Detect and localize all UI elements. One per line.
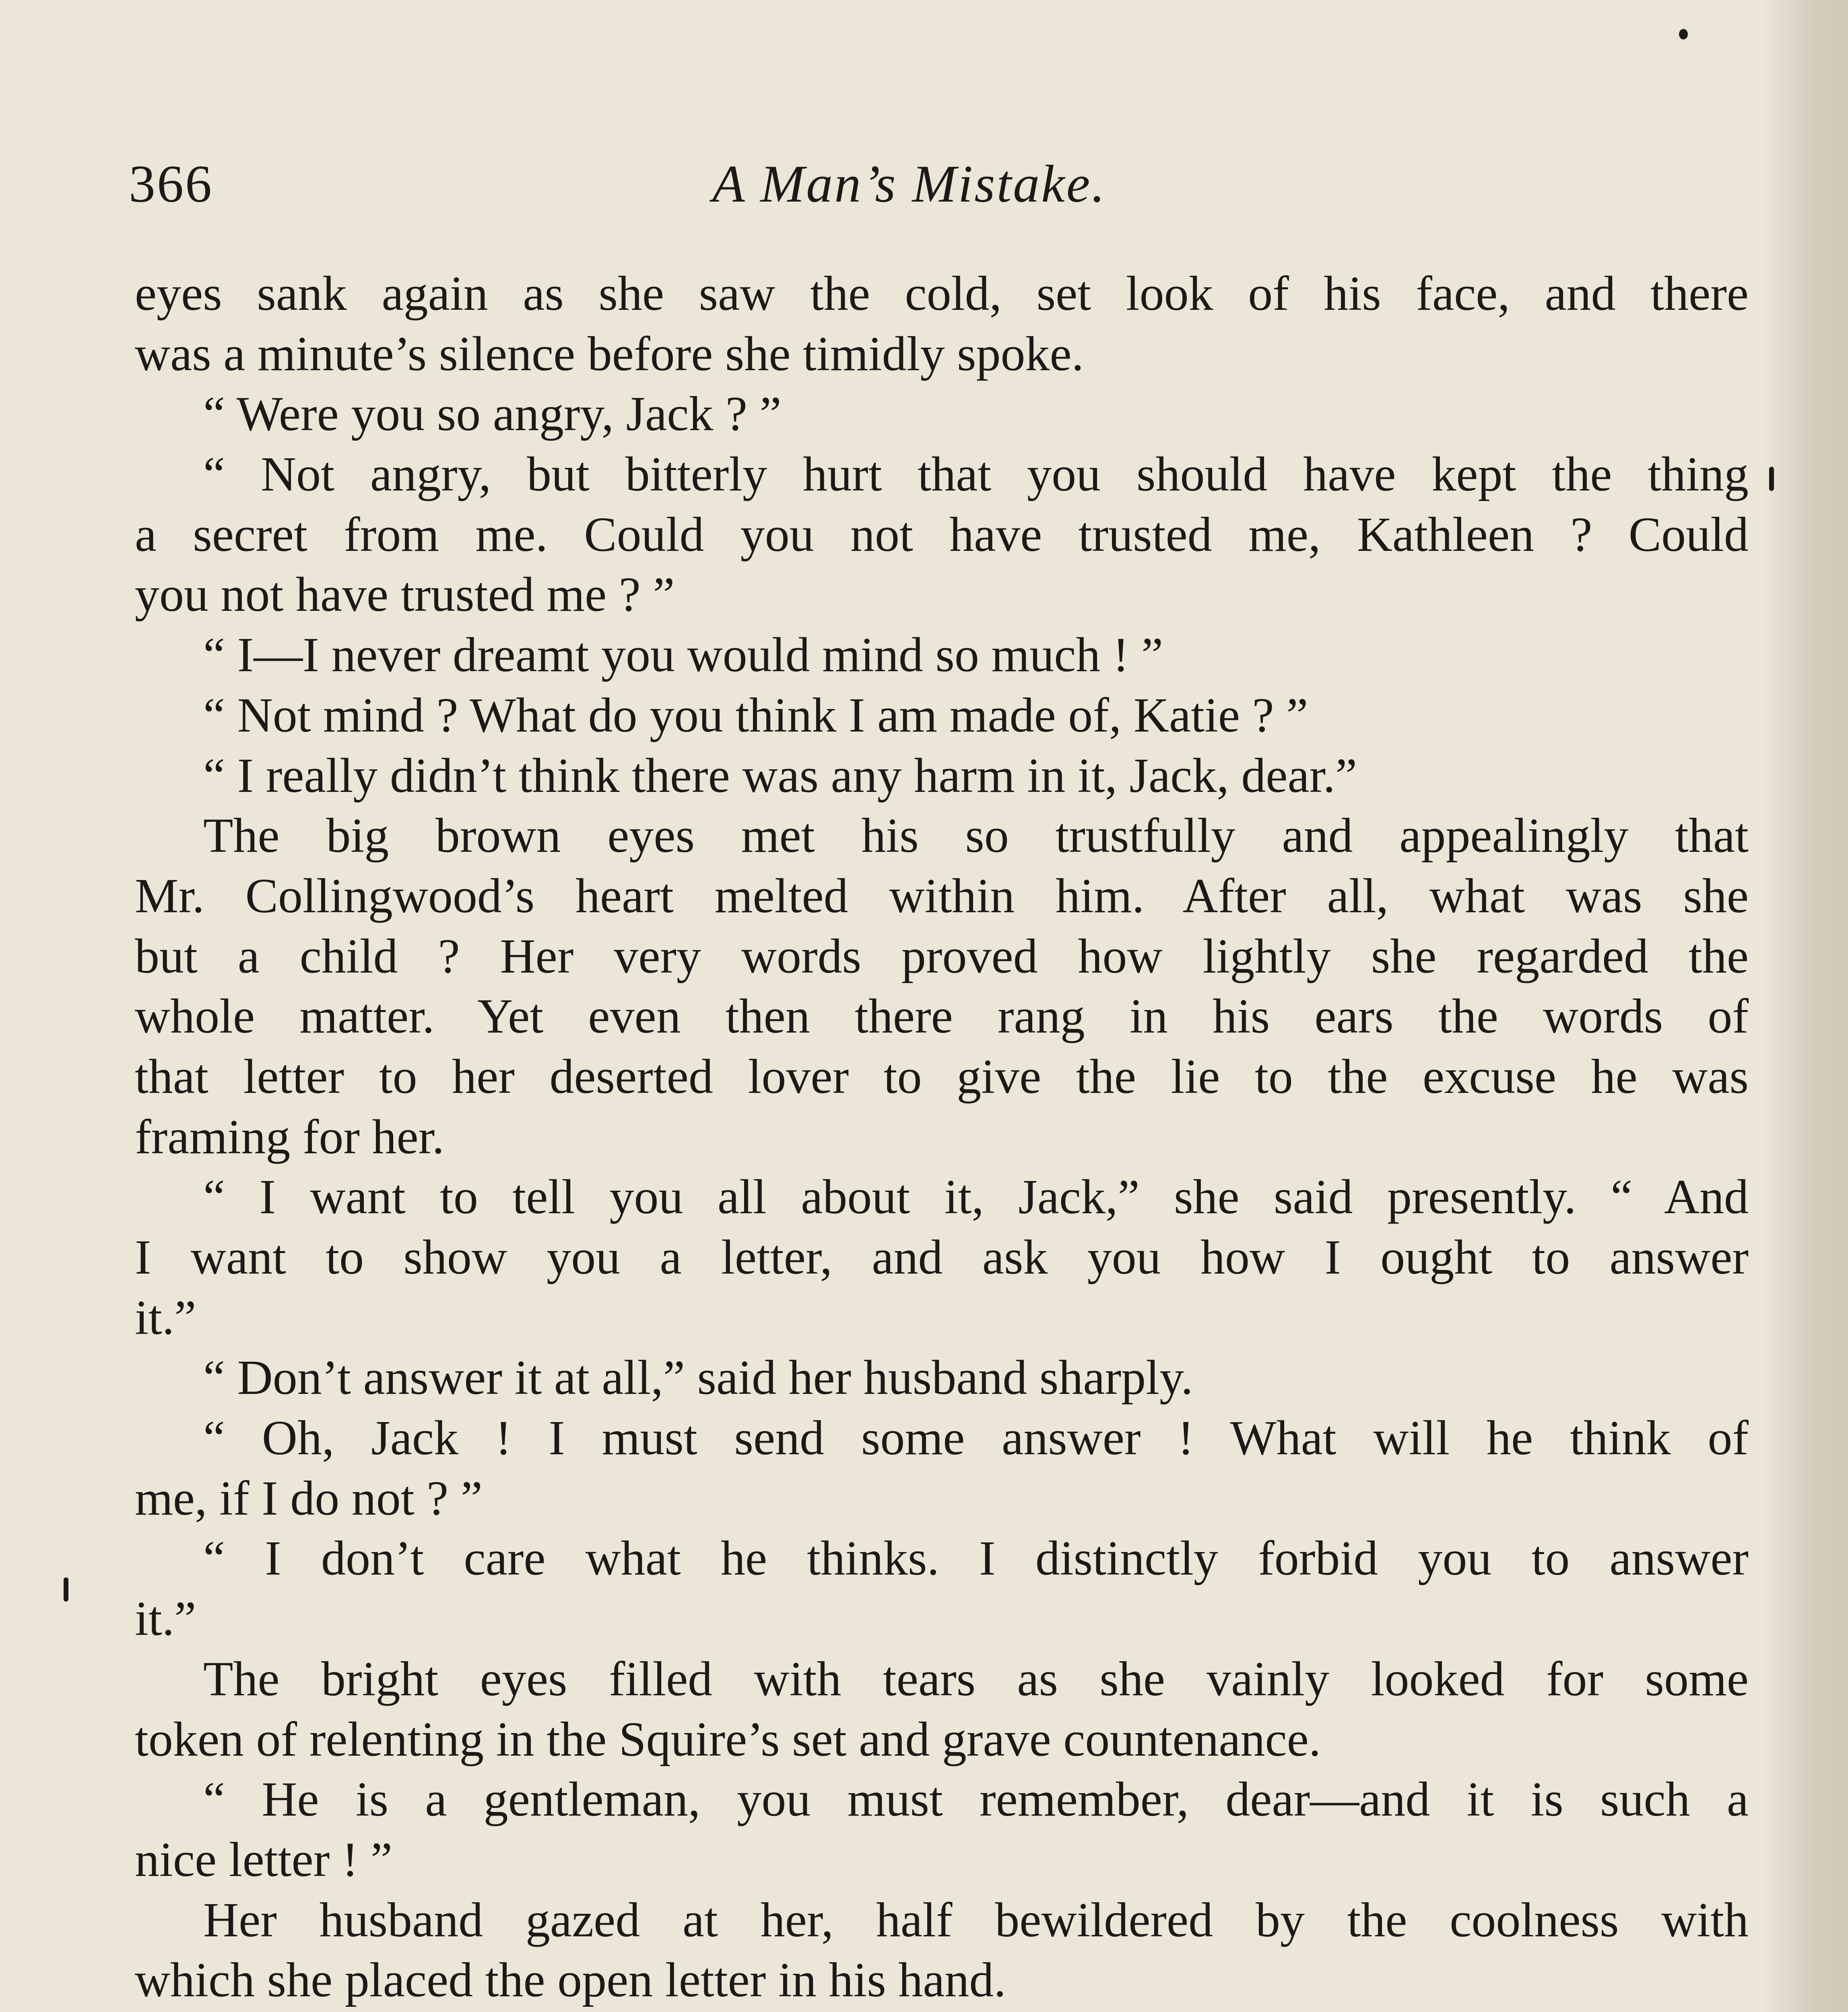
text-line: “ I—I never dreamt you would mind so much ! ” bbox=[203, 628, 1163, 682]
text-line: eyes sank again as she saw the cold, set look of his face, and there bbox=[135, 266, 1749, 321]
text-line: “ Were you so angry, Jack ? ” bbox=[203, 387, 782, 441]
running-title: A Man’s Mistake. bbox=[712, 154, 1107, 213]
text-line: framing for her. bbox=[135, 1109, 444, 1164]
text-line: Her husband gazed at her, half bewildered by the coolness with bbox=[203, 1892, 1749, 1947]
text-line: it.” bbox=[135, 1290, 196, 1345]
text-line: whole matter. Yet even then there rang in his ears the words of bbox=[135, 989, 1749, 1044]
text-line: “ I want to tell you all about it, Jack,” she said presently. “ And bbox=[203, 1170, 1749, 1225]
text-line: nice letter ! ” bbox=[135, 1832, 393, 1887]
text-line: “ Don’t answer it at all,” said her husband sharply. bbox=[203, 1350, 1193, 1405]
text-line: me, if I do not ? ” bbox=[135, 1471, 483, 1525]
text-line: you not have trusted me ? ” bbox=[135, 567, 675, 622]
text-line: The big brown eyes met his so trustfully and appealingly that bbox=[203, 808, 1749, 863]
text-line: token of relenting in the Squire’s set and grave countenance. bbox=[135, 1712, 1321, 1767]
page-body bbox=[135, 264, 1749, 2012]
page-header bbox=[129, 153, 1722, 233]
text-line: “ I really didn’t think there was any harm in it, Jack, dear.” bbox=[203, 748, 1357, 803]
ink-speck bbox=[64, 1577, 68, 1602]
ink-speck bbox=[1679, 29, 1688, 39]
text-line: “ Oh, Jack ! I must send some answer ! What will he think of bbox=[203, 1411, 1749, 1466]
text-line: The bright eyes filled with tears as she vainly looked for some bbox=[203, 1651, 1749, 1706]
text-line: which she placed the open letter in his hand. bbox=[135, 1953, 1006, 2008]
text-line: but a child ? Her very words proved how lightly she regarded the bbox=[135, 929, 1749, 983]
text-line: that letter to her deserted lover to give the lie to the excuse he was bbox=[135, 1049, 1749, 1104]
ink-speck bbox=[1769, 467, 1774, 491]
text-line: “ I don’t care what he thinks. I distinctly forbid you to answer bbox=[203, 1531, 1749, 1586]
text-line: it.” bbox=[135, 1591, 196, 1646]
text-line: I want to show you a letter, and ask you how I ought to answer bbox=[135, 1230, 1749, 1284]
text-line: “ He is a gentleman, you must remember, dear—and it is such a bbox=[203, 1772, 1749, 1827]
page-number: 366 bbox=[129, 154, 213, 213]
text-line bbox=[135, 2010, 1749, 2012]
show-through-shadow bbox=[1763, 0, 1848, 2012]
text-line: “ Not mind ? What do you think I am made of, Katie ? ” bbox=[203, 688, 1308, 742]
text-line: Mr. Collingwood’s heart melted within him. After all, what was she bbox=[135, 868, 1749, 923]
text-line: was a minute’s silence before she timidly spoke. bbox=[135, 326, 1084, 381]
text-line: a secret from me. Could you not have trusted me, Kathleen ? Could bbox=[135, 507, 1749, 562]
text-line: “ Not angry, but bitterly hurt that you should have kept the thing bbox=[203, 447, 1749, 502]
